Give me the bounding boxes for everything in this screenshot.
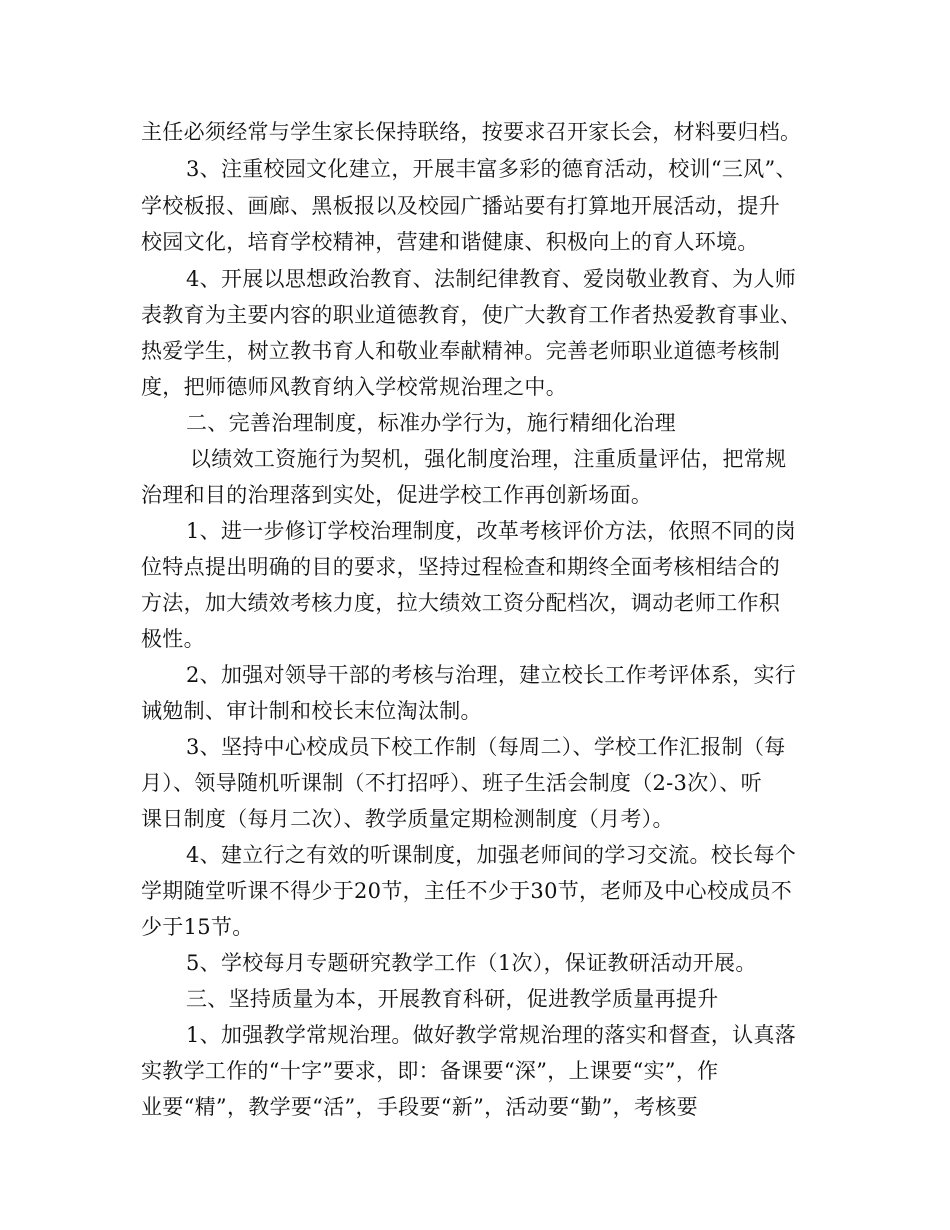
paragraph-line: 5、学校每月专题研究教学工作（1次），保证教研活动开展。 [186, 951, 757, 975]
paragraph-line: 2、加强对领导干部的考核与治理，建立校长工作考评体系，实行 [186, 663, 797, 687]
paragraph-line: 度，把师德师风教育纳入学校常规治理之中。 [141, 375, 567, 399]
paragraph-line: 3、注重校园文化建立，开展丰富多彩的德育活动，校训“三风”、 [186, 157, 797, 181]
paragraph-line: 少于15节。 [141, 915, 254, 939]
section-heading: 二、完善治理制度，标准办学行为，施行精细化治理 [186, 411, 676, 435]
paragraph-line: 治理和目的治理落到实处，促进学校工作再创新场面。 [141, 483, 653, 507]
paragraph-line: 热爱学生，树立教书育人和敬业奉献精神。完善老师职业道德考核制 [141, 339, 780, 363]
paragraph-line: 月）、领导随机听课制（不打招呼）、班子生活会制度（2-3次）、听 [141, 771, 762, 795]
paragraph-line: 3、坚持中心校成员下校工作制（每周二）、学校工作汇报制（每 [186, 735, 786, 759]
paragraph-line: 学期随堂听课不得少于20节，主任不少于30节，老师及中心校成员不 [141, 879, 793, 903]
paragraph-line: 校园文化，培育学校精神，营建和谐健康、积极向上的育人环境。 [141, 230, 759, 254]
paragraph-line: 1、加强教学常规治理。做好教学常规治理的落实和督查，认真落 [186, 1023, 797, 1047]
paragraph-line: 1、进一步修订学校治理制度，改革考核评价方法，依照不同的岗 [186, 519, 797, 543]
paragraph-line: 诫勉制、审计制和校长末位淘汰制。 [141, 699, 482, 723]
paragraph-line: 极性。 [141, 627, 205, 651]
paragraph-line: 业要“精”，教学要“活”，手段要“新”，活动要“勤”，考核要 [141, 1095, 698, 1119]
paragraph-line: 4、建立行之有效的听课制度，加强老师间的学习交流。校长每个 [186, 843, 797, 867]
paragraph-line: 位特点提出明确的目的要求，坚持过程检查和期终全面考核相结合的 [141, 555, 780, 579]
paragraph-line: 4、开展以思想政治教育、法制纪律教育、爱岗敬业教育、为人师 [186, 267, 797, 291]
paragraph-line: 表教育为主要内容的职业道德教育，使广大教育工作者热爱教育事业、 [141, 303, 802, 327]
paragraph-line: 主任必须经常与学生家长保持联络，按要求召开家长会，材料要归档。 [141, 120, 802, 144]
paragraph-line: 以绩效工资施行为契机，强化制度治理，注重质量评估，把常规 [190, 447, 787, 471]
paragraph-line: 学校板报、画廊、黑板报以及校园广播站要有打算地开展活动，提升 [141, 194, 780, 218]
paragraph-line: 方法，加大绩效考核力度，拉大绩效工资分配档次，调动老师工作积 [141, 591, 780, 615]
section-heading: 三、坚持质量为本，开展教育科研，促进教学质量再提升 [186, 987, 719, 1011]
paragraph-line: 课日制度（每月二次）、教学质量定期检测制度（月考）。 [141, 807, 674, 831]
paragraph-line: 实教学工作的“十字”要求，即：备课要“深”，上课要“实”，作 [141, 1059, 719, 1083]
